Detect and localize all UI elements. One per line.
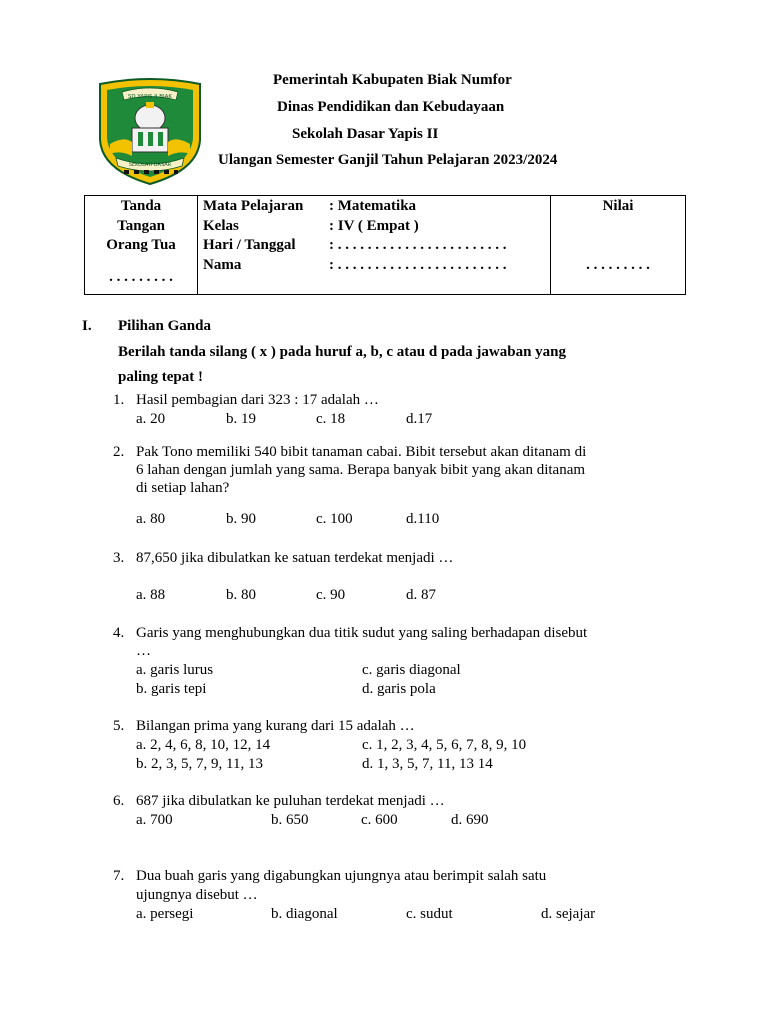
option-a[interactable]: a. persegi [136,906,194,922]
class-label: Kelas [203,217,239,234]
option-a[interactable]: a. 88 [136,587,166,603]
section-instruction-line2: paling tepat ! [118,369,204,385]
question-text: … [136,643,151,659]
question-text: Dua buah garis yang digabungkan ujungnya atau berimpit salah satu [136,868,547,884]
option-d[interactable]: d. garis pola [362,681,436,697]
option-d[interactable]: d.17 [406,411,433,427]
date-label: Hari / Tanggal [203,237,296,253]
option-c[interactable]: c. garis diagonal [362,662,461,678]
signature-label-1: Tanda [120,198,162,214]
score-cell [551,196,686,295]
school-logo [94,78,206,188]
signature-dots: . . . . . . . . . [109,268,173,285]
option-c[interactable]: c. sudut [406,906,453,922]
option-b[interactable]: b. 80 [226,587,256,603]
question-number: 1. [113,392,125,408]
name-field: : . . . . . . . . . . . . . . . . . . . . . . . [329,256,507,273]
score-dots: . . . . . . . . . [586,256,650,273]
option-a[interactable]: a. 80 [136,511,166,527]
option-d[interactable]: d. 1, 3, 5, 7, 11, 13 14 [362,756,493,772]
question-text: Pak Tono memiliki 540 bibit tanaman cabai. Bibit tersebut akan ditanam di [136,444,587,460]
question-text: 87,650 jika dibulatkan ke satuan terdekat menjadi … [136,550,454,566]
student-info-table [84,195,686,295]
question-number: 7. [113,868,125,884]
subject-info-cell [198,196,551,295]
date-field: : . . . . . . . . . . . . . . . . . . . . . . . [329,237,507,253]
option-d[interactable]: d.110 [406,511,440,527]
option-c[interactable]: c. 1, 2, 3, 4, 5, 6, 7, 8, 9, 10 [362,737,527,753]
option-b[interactable]: b. 650 [271,812,309,828]
header-school: Sekolah Dasar Yapis II [292,126,439,142]
header-exam-title: Ulangan Semester Ganjil Tahun Pelajaran 2023/2024 [218,152,558,168]
option-a[interactable]: a. 2, 4, 6, 8, 10, 12, 14 [136,737,271,753]
question-number: 6. [113,793,125,809]
logo-text-bottom: SEKOLAH DASAR [128,162,172,168]
question-number: 5. [113,718,125,734]
question-number: 3. [113,550,125,566]
question-text: Hasil pembagian dari 323 : 17 adalah … [136,392,379,408]
question-text: Bilangan prima yang kurang dari 15 adalah … [136,718,415,734]
option-b[interactable]: b. garis tepi [136,681,207,697]
section-title: Pilihan Ganda [118,318,211,334]
signature-label-2: Tangan [117,217,165,234]
signature-label-3: Orang Tua [106,237,176,253]
header-department: Dinas Pendidikan dan Kebudayaan [277,99,505,115]
section-number: I. [82,318,92,334]
subject-label: Mata Pelajaran [203,198,304,214]
question-text: Garis yang menghubungkan dua titik sudut yang saling berhadapan disebut [136,625,588,641]
option-a[interactable]: a. 700 [136,812,173,828]
header-government: Pemerintah Kabupaten Biak Numfor [273,72,512,88]
subject-value: : Matematika [329,198,417,214]
option-d[interactable]: d. 87 [406,587,436,603]
score-label: Nilai [602,198,634,214]
option-b[interactable]: b. 19 [226,411,256,427]
option-b[interactable]: b. 90 [226,511,256,527]
section-instruction-line1: Berilah tanda silang ( x ) pada huruf a, b, c atau d pada jawaban yang [118,344,567,360]
option-b[interactable]: b. 2, 3, 5, 7, 9, 11, 13 [136,756,263,772]
option-c[interactable]: c. 90 [316,587,346,603]
question-text: ujungnya disebut … [136,887,258,903]
option-a[interactable]: a. 20 [136,411,166,427]
question-number: 2. [113,444,125,460]
name-label: Nama [203,256,242,273]
option-c[interactable]: c. 18 [316,411,346,427]
option-a[interactable]: a. garis lurus [136,662,214,678]
question-number: 4. [113,625,125,641]
option-b[interactable]: b. diagonal [271,906,338,922]
class-value: : IV ( Empat ) [329,217,419,234]
option-d[interactable]: d. 690 [451,812,489,828]
option-c[interactable]: c. 600 [361,812,398,828]
option-d[interactable]: d. sejajar [541,906,596,922]
question-text: di setiap lahan? [136,480,230,496]
option-c[interactable]: c. 100 [316,511,353,527]
logo-text-top: SD YAPIS II BIAK [127,94,173,100]
parent-signature-cell [85,196,198,295]
question-text: 6 lahan dengan jumlah yang sama. Berapa banyak bibit yang akan ditanam [136,462,586,478]
question-text: 687 jika dibulatkan ke puluhan terdekat menjadi … [136,793,445,809]
